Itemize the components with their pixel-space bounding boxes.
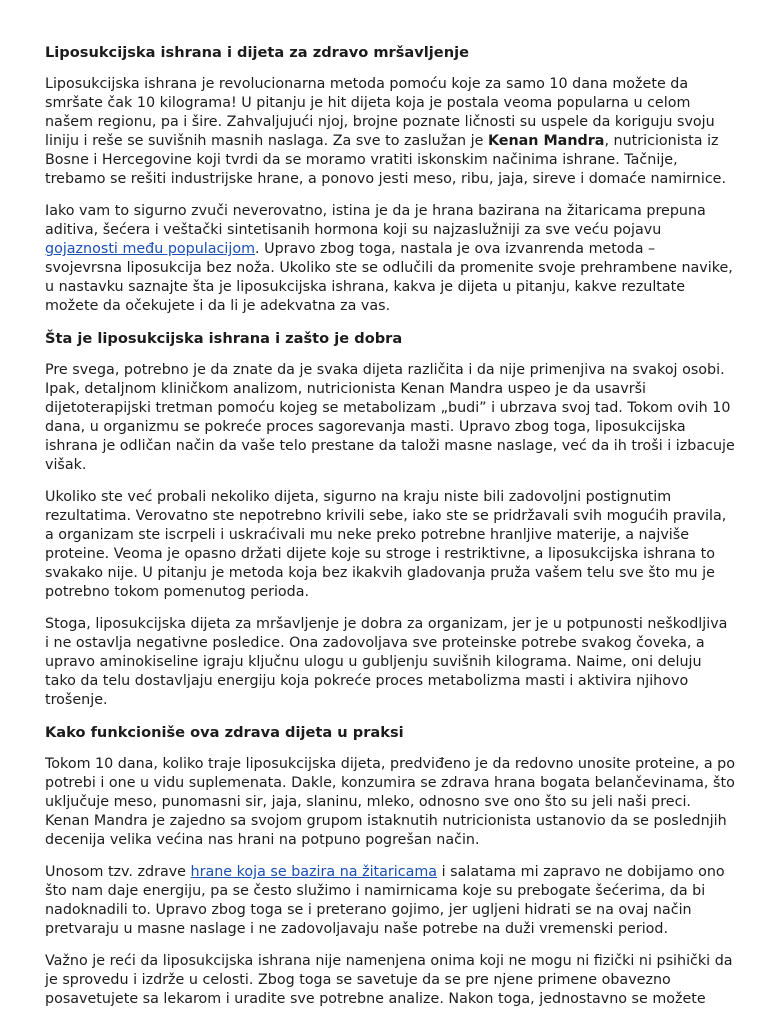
carbs-text-start: Unosom tzv. zdrave [45,864,191,880]
paragraph-protein: Tokom 10 dana, koliko traje liposukcijska dijeta, predviđeno je da redovno unosite proteine, a po potrebi i one u vidu suplemenata. Dakle, konzumira se zdrava hrana bogata belančevinama, što uključuje meso, punomasni sir, jaja, slaninu, mleko, odnosno sve ono što su jeli naši preci. Kenan Mandra je zajedno sa svojom grupom istaknutih nutricionista ustanovio da se poslednjih decenija velika većina nas hrani na potpuno pogrešan način. [45,756,735,848]
paragraph-carbs [45,863,735,939]
intro-text-end: , nutricionista iz Bosne i Hercegovine koji tvrdi da se moramo vratiti iskonskim načinima ishrane. Tačnije, trebamo se rešiti industrijske hrane, a ponovo jesti meso, ribu, jaja, sireve i domaće namirnice. [45,133,727,187]
paragraph-intro [45,75,735,189]
paragraph-benefits: Stoga, liposukcijska dijeta za mršavljenje je dobra za organizam, jer je u potpunosti neškodljiva i ne ostavlja negativne posledice. Ona zadovoljava sve proteinske potrebe svakog čoveka, a upravo aminokiseline igraju ključnu ulogu u gubljenju suvišnih kilograma. Naime, oni deluju tako da telu dostavljaju energiju koja pokreće proces metabolizma masti i aktivira njihovo trošenje. [45,616,728,708]
paragraph-grains [45,202,735,316]
paragraph-previous-diets: Ukoliko ste već probali nekoliko dijeta, sigurno na kraju niste bili zadovoljni postignutim rezultatima. Verovatno ste nepotrebno krivili sebe, iako ste se pridržavali svih mogućih pravila, a organizam ste iscrpeli i uskraćivali mu neke preko potrebne hranljive materije, a najviše proteine. Veoma je opasno držati dijete koje su stroge i restriktivne, a liposukcijska ishrana to svakako nije. U pitanju je metoda koja bez ikakvih gladovanja pruža vašem telu sve što mu je potrebno tokom pomenutog perioda. [45,489,727,600]
author-name: Kenan Mandra [487,133,605,149]
paragraph-metabolism: Pre svega, potrebno je da znate da je svaka dijeta različita i da nije primenjiva na svakoj osobi. Ipak, detaljnom kliničkom analizom, nutricionista Kenan Mandra uspeo je da usavrši dijetoterapijski tretman pomoću kojeg se metabolizam „budi” i ubrzava svoj tad. Tokom ovih 10 dana, u organizmu se pokreće proces sagorevanja masti. Upravo zbog toga, liposukcijska ishrana je odličan način da vaše telo prestane da taloži masne naslage, već da ih troši i izbacuje višak. [45,362,735,473]
obesity-link[interactable]: gojaznosti među populacijom [45,241,256,257]
article-title: Liposukcijska ishrana i dijeta za zdravo mršavljenje [45,44,469,61]
intro-text-start: Liposukcijska ishrana je revolucionarna metoda pomoću koje za samo 10 dana možete da smršate čak 10 kilograma! U pitanju je hit dijeta koja je postala veoma popularna u celom našem regionu, pa i šire. Zahvaljujući njoj, brojne poznate ličnosti su uspele da koriguju svoju liniju i reše se suvišnih masnih naslaga. Za sve to zaslužan je [45,76,715,149]
article [45,43,735,1022]
grains-text-end: . Upravo zbog toga, nastala je ova izvanrenda metoda – svojevrsna liposukcija bez noža. Ukoliko ste se odlučili da promenite svoje prehrambene navike, u nastavku saznajte šta je liposukcijska ishrana, kakva je dijeta u pitanju, kakve rezultate možete da očekujete i da li je adekvatna za vas. [45,241,733,314]
carbs-text-end: i salatama mi zapravo ne dobijamo ono što nam daje energiju, pa se često služimo i namirnicama koje su prebogate šećerima, da bi nadoknadili to. Upravo zbog toga se i preterano gojimo, jer ugljeni hidrati se na ovaj način pretvaraju u masne naslage i ne zadovoljavaju naše potrebe na duži vremenski period. [45,864,725,937]
section-heading-what-is: Šta je liposukcijska ishrana i zašto je dobra [45,330,403,347]
section-heading-how-it-works: Kako funkcioniše ova zdrava dijeta u praksi [45,724,404,741]
grains-text-start: Iako vam to sigurno zvuči neverovatno, istina je da je hrana bazirana na žitaricama prepuna aditiva, šećera i veštački sintetisanih hormona koji su najzaslužniji za sve veću pojavu [45,203,706,238]
grain-food-link[interactable]: hrane koja se bazira na žitaricama [190,864,438,880]
paragraph-warning: Važno je reći da liposukcijska ishrana nije namenjena onima koji ne mogu ni fizički ni psihički da je sprovedu i izdrže u celosti. Zbog toga se savetuje da se pre njene primene obavezno posavetujete sa lekarom i uradite sve potrebne analize. Nakon toga, jednostavno se možete [45,953,733,1007]
